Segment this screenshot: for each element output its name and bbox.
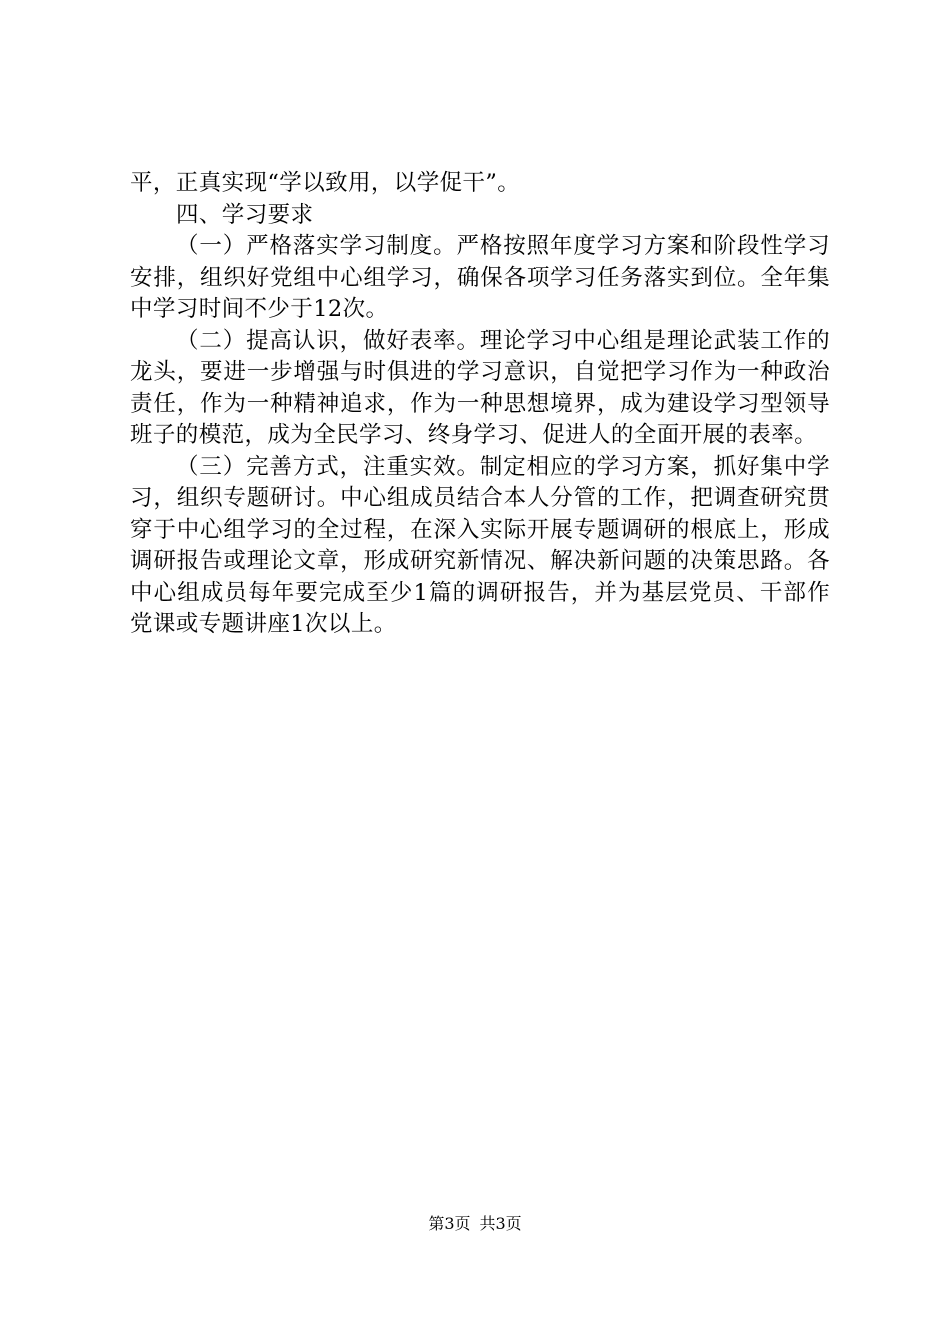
paragraph-requirement-2: （二）提高认识，做好表率。理论学习中心组是理论武装工作的龙头，要进一步增强与时俱进的学习意识，自觉把学习作为一种政治责任，作为一种精神追求，作为一种思想境界，成为建设学习型领导班子的模范，成为全民学习、终身学习、促进人的全面开展的表率。 <box>130 327 830 448</box>
paragraph-continuation: 平，正真实现“学以致用，以学促干”。 <box>130 170 521 196</box>
paragraph-requirement-1: （一）严格落实学习制度。严格按照年度学习方案和阶段性学习安排，组织好党组中心组学习，确保各项学习任务落实到位。全年集中学习时间不少于12次。 <box>130 233 830 322</box>
page-number: 第3页 <box>428 1214 471 1233</box>
page-total: 共3页 <box>479 1214 522 1233</box>
document-body <box>130 168 830 641</box>
page-footer <box>0 1213 950 1235</box>
paragraph-requirement-3: （三）完善方式，注重实效。制定相应的学习方案，抓好集中学习，组织专题研讨。中心组成员结合本人分管的工作，把调查研究贯穿于中心组学习的全过程，在深入实际开展专题调研的根底上，形成调研报告或理论文章，形成研究新情况、解决新问题的决策思路。各中心组成员每年要完成至少1篇的调研报告，并为基层党员、干部作党课或专题讲座1次以上。 <box>130 453 830 637</box>
section-heading-study-requirements: 四、学习要求 <box>176 201 314 228</box>
